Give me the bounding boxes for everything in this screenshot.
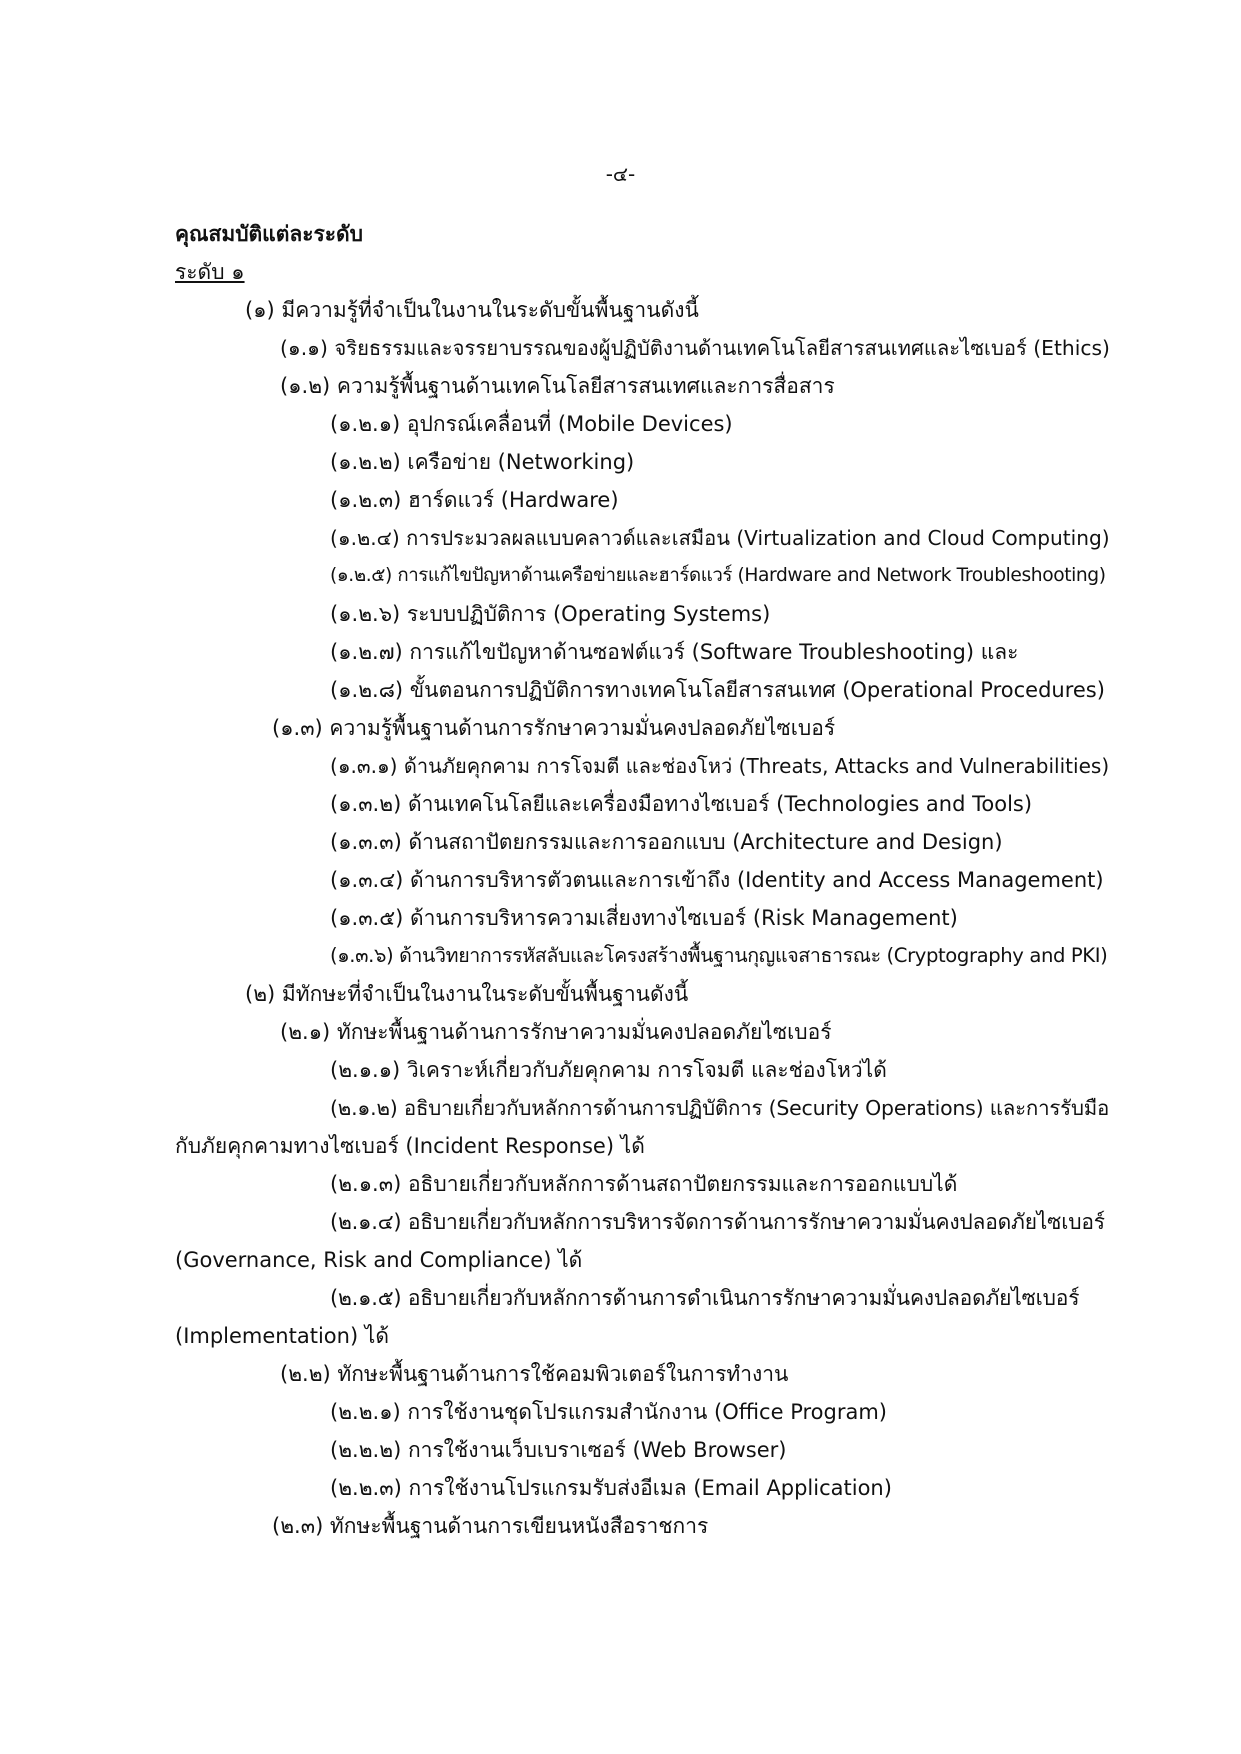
list-item [0,823,1241,861]
item-text: (๒.๑) ทักษะพื้นฐานด้านการรักษาความมั่นคงปลอดภัยไซเบอร์ [280,1020,832,1044]
item-text: (๑.๓.๓) ด้านสถาปัตยกรรมและการออกแบบ (Architecture and Design) [330,830,1003,854]
level-label-row [0,253,1241,291]
list-item [0,1013,1241,1051]
list-item [0,595,1241,633]
item-text: (๒.๓) ทักษะพื้นฐานด้านการเขียนหนังสือราชการ [272,1514,709,1538]
item-text: (๒.๒.๑) การใช้งานชุดโปรแกรมสำนักงาน (Office Program) [330,1400,887,1424]
list-item [0,1051,1241,1089]
list-item [0,785,1241,823]
list-item [0,1279,1241,1317]
list-item [0,443,1241,481]
item-text: (๑.๓.๑) ด้านภัยคุกคาม การโจมตี และช่องโหว่ (Threats, Attacks and Vulnerabilities) [330,754,1110,778]
list-item [0,405,1241,443]
section-heading-row [0,215,1241,253]
list-item [0,747,1241,785]
list-item [0,557,1241,595]
item-text: (๑.๓.๔) ด้านการบริหารตัวตนและการเข้าถึง (Identity and Access Management) [330,868,1104,892]
item-text: (๑.๒.๕) การแก้ไขปัญหาด้านเครือข่ายและฮาร์ดแวร์ (Hardware and Network Troubleshooting) [330,565,1106,586]
item-text: (๑.๒.๗) การแก้ไขปัญหาด้านซอฟต์แวร์ (Software Troubleshooting) และ [330,640,1019,664]
item-text: (๒.๑.๔) อธิบายเกี่ยวกับหลักการบริหารจัดการด้านการรักษาความมั่นคงปลอดภัยไซเบอร์ [330,1210,1105,1234]
document-body [0,215,1241,1545]
list-item [0,519,1241,557]
list-item [0,899,1241,937]
page-number: -๔- [605,162,636,186]
list-item [0,481,1241,519]
item-text: (๒.๒) ทักษะพื้นฐานด้านการใช้คอมพิวเตอร์ในการทำงาน [280,1362,789,1386]
list-item [0,1393,1241,1431]
item-text: (๑.๒) ความรู้พื้นฐานด้านเทคโนโลยีสารสนเทศและการสื่อสาร [280,374,835,398]
item-text: (Governance, Risk and Compliance) ได้ [175,1248,583,1272]
list-item [0,1165,1241,1203]
item-text: (๒.๑.๑) วิเคราะห์เกี่ยวกับภัยคุกคาม การโจมตี และช่องโหว่ได้ [330,1058,887,1082]
list-item [0,291,1241,329]
item-text: (๑.๑) จริยธรรมและจรรยาบรรณของผู้ปฏิบัติงานด้านเทคโนโลยีสารสนเทศและไซเบอร์ (Ethics) [280,336,1110,360]
list-item [0,709,1241,747]
item-text: (๑.๓.๖) ด้านวิทยาการรหัสลับและโครงสร้างพื้นฐานกุญแจสาธารณะ (Cryptography and PKI) [330,944,1108,967]
item-text: (๒.๑.๒) อธิบายเกี่ยวกับหลักการด้านการปฏิบัติการ (Security Operations) และการรับมือ [330,1096,1110,1120]
list-item [0,1355,1241,1393]
item-text: (Implementation) ได้ [175,1324,390,1348]
item-text: (๑.๒.๑) อุปกรณ์เคลื่อนที่ (Mobile Devices) [330,412,733,436]
list-item [0,367,1241,405]
item-text: (๑.๒.๔) การประมวลผลแบบคลาวด์และเสมือน (Virtualization and Cloud Computing) [330,526,1110,550]
item-text: (๑.๒.๖) ระบบปฏิบัติการ (Operating Systems) [330,602,771,626]
level-label: ระดับ ๑ [175,260,245,284]
list-item [0,633,1241,671]
item-text: (๑.๓) ความรู้พื้นฐานด้านการรักษาความมั่นคงปลอดภัยไซเบอร์ [272,716,836,740]
list-item [0,671,1241,709]
list-item [0,1469,1241,1507]
item-text: (๒.๑.๓) อธิบายเกี่ยวกับหลักการด้านสถาปัตยกรรมและการออกแบบได้ [330,1172,958,1196]
item-text: (๒.๒.๒) การใช้งานเว็บเบราเซอร์ (Web Browser) [330,1438,787,1462]
item-text: (๑.๒.๓) ฮาร์ดแวร์ (Hardware) [330,488,619,512]
list-item [0,329,1241,367]
list-item [0,975,1241,1013]
item-text: (๑) มีความรู้ที่จำเป็นในงานในระดับขั้นพื้นฐานดังนี้ [245,298,699,322]
list-item [0,1507,1241,1545]
item-text: กับภัยคุกคามทางไซเบอร์ (Incident Response) ได้ [175,1134,645,1158]
item-text: (๒.๑.๕) อธิบายเกี่ยวกับหลักการด้านการดำเนินการรักษาความมั่นคงปลอดภัยไซเบอร์ [330,1286,1080,1310]
list-item-continuation [0,1317,1241,1355]
item-text: (๑.๓.๒) ด้านเทคโนโลยีและเครื่องมือทางไซเบอร์ (Technologies and Tools) [330,792,1033,816]
list-item [0,937,1241,975]
list-item [0,861,1241,899]
item-text: (๑.๒.๘) ขั้นตอนการปฏิบัติการทางเทคโนโลยีสารสนเทศ (Operational Procedures) [330,678,1105,702]
list-item [0,1203,1241,1241]
list-item-continuation [0,1127,1241,1165]
list-item [0,1431,1241,1469]
item-text: (๒.๒.๓) การใช้งานโปรแกรมรับส่งอีเมล (Email Application) [330,1476,892,1500]
item-text: (๑.๒.๒) เครือข่าย (Networking) [330,450,635,474]
list-item-continuation [0,1241,1241,1279]
section-heading: คุณสมบัติแต่ละระดับ [175,222,364,246]
item-text: (๑.๓.๕) ด้านการบริหารความเสี่ยงทางไซเบอร์ (Risk Management) [330,906,958,930]
list-item [0,1089,1241,1127]
item-text: (๒) มีทักษะที่จำเป็นในงานในระดับขั้นพื้นฐานดังนี้ [245,982,689,1006]
